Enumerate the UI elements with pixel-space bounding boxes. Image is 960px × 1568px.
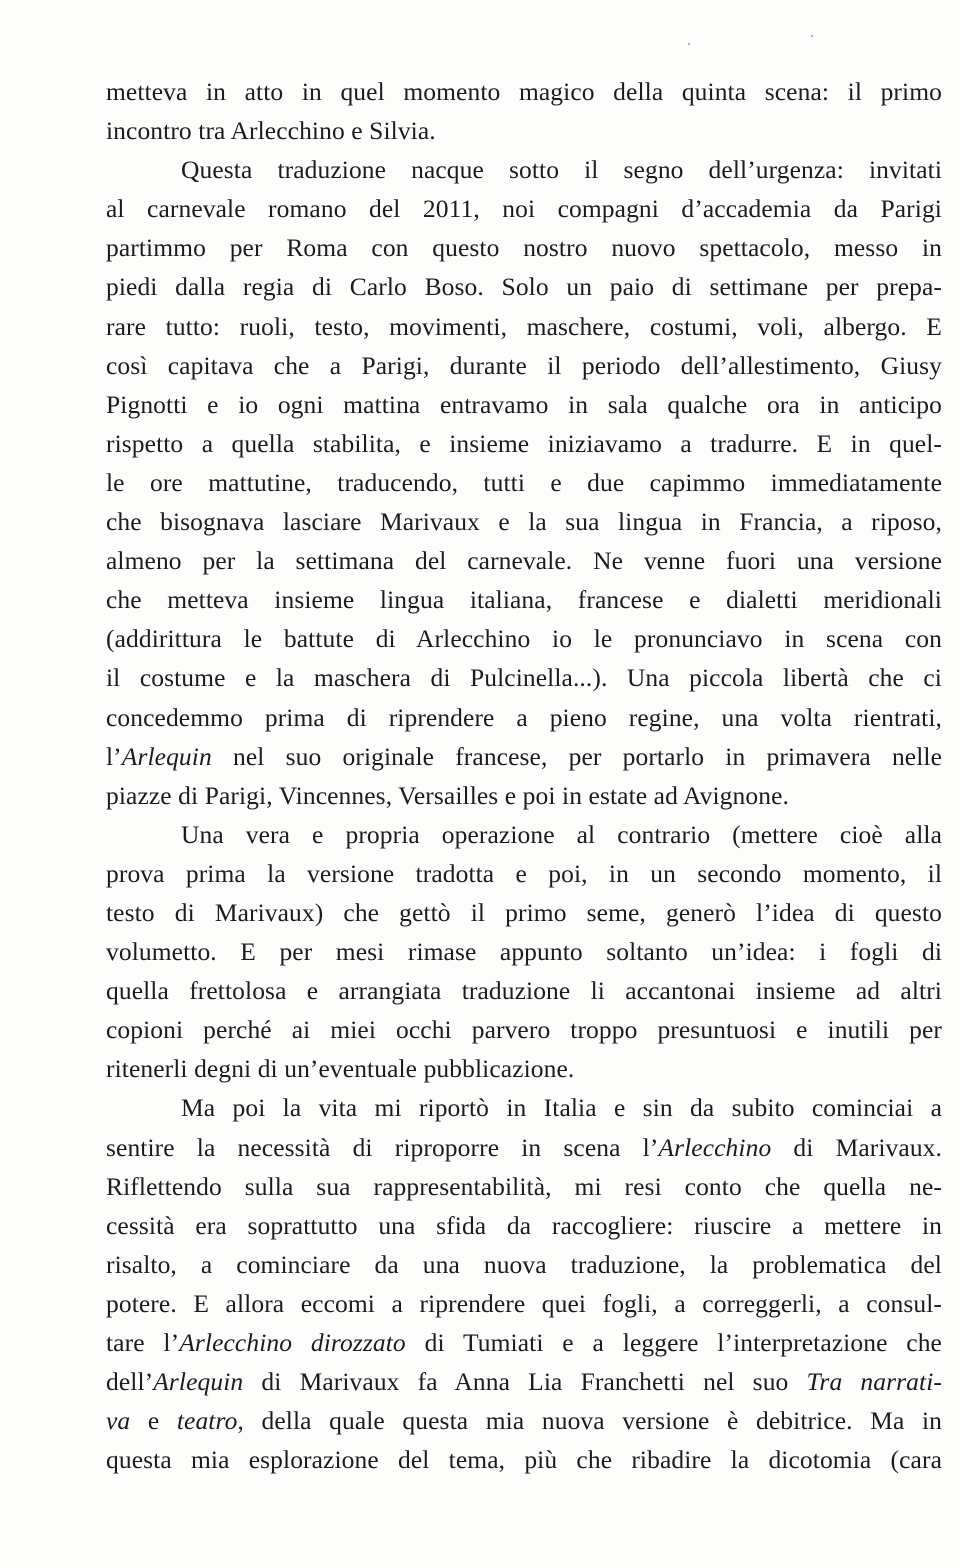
text-line: ritenerli degni di un’eventuale pubblicazione. xyxy=(106,1054,575,1084)
paragraph xyxy=(106,815,942,1089)
text-line: testo di Marivaux) che gettò il primo seme, generò l’idea di questo xyxy=(106,897,942,927)
text-line: al carnevale romano del 2011, noi compagni d’accademia da Parigi xyxy=(106,194,942,224)
scan-speck xyxy=(688,43,690,45)
text-line: almeno per la settimana del carnevale. Ne venne fuori una versione xyxy=(106,546,942,576)
text-line: concedemmo prima di riprendere a pieno regine, una volta rientrati, xyxy=(106,702,942,732)
text-line: (addirittura le battute di Arlecchino io le pronunciavo in scena con xyxy=(106,624,942,654)
text-line: incontro tra Arlecchino e Silvia. xyxy=(106,116,436,146)
text-line: cessità era soprattutto una sfida da raccogliere: riuscire a mettere in xyxy=(106,1210,942,1240)
paragraph xyxy=(106,1088,942,1479)
text-line: tare l’Arlecchino dirozzato di Tumiati e a leggere l’interpretazione che xyxy=(106,1328,942,1357)
text-line: Questa traduzione nacque sotto il segno dell’urgenza: invitati xyxy=(181,155,942,185)
text-line: piedi dalla regia di Carlo Boso. Solo un paio di settimane per prepa- xyxy=(106,272,942,302)
text-line: potere. E allora eccomi a riprendere quei fogli, a correggerli, a consul- xyxy=(106,1288,942,1318)
text-line: piazze di Parigi, Vincennes, Versailles e poi in estate ad Avignone. xyxy=(106,780,789,810)
text-line: Una vera e propria operazione al contrario (mettere cioè alla xyxy=(181,819,942,849)
text-line: sentire la necessità di riproporre in scena l’Arlecchino di Marivaux. xyxy=(106,1132,942,1162)
text-line: copioni perché ai miei occhi parvero troppo presuntuosi e inutili per xyxy=(106,1015,942,1045)
text-line: così capitava che a Parigi, durante il periodo dell’allestimento, Giusy xyxy=(106,350,942,380)
text-line: risalto, a cominciare da una nuova traduzione, la problematica del xyxy=(106,1249,942,1279)
text-line: Riflettendo sulla sua rappresentabilità, mi resi conto che quella ne- xyxy=(106,1171,942,1201)
text-line: partimmo per Roma con questo nostro nuovo spettacolo, messo in xyxy=(106,233,942,263)
text-line: l’Arlequin nel suo originale francese, per portarlo in primavera nelle xyxy=(106,741,942,771)
text-line: metteva in atto in quel momento magico della quinta scena: il primo xyxy=(106,77,942,106)
text-line: quella frettolosa e arrangiata traduzione li accantonai insieme ad altri xyxy=(106,976,942,1006)
text-line: va e teatro, della quale questa mia nuova versione è debitrice. Ma in xyxy=(106,1406,942,1436)
text-line: il costume e la maschera di Pulcinella...). Una piccola libertà che ci xyxy=(106,663,942,693)
text-line: le ore mattutine, traducendo, tutti e due capimmo immediatamente xyxy=(106,467,942,497)
text-line: questa mia esplorazione del tema, più che ribadire la dicotomia (cara xyxy=(106,1445,942,1475)
text-line: Pignotti e io ogni mattina entravamo in sala qualche ora in anticipo xyxy=(106,389,942,419)
paragraph xyxy=(106,150,942,815)
text-line: che bisognava lasciare Marivaux e la sua lingua in Francia, a riposo, xyxy=(106,507,942,537)
text-line: che metteva insieme lingua italiana, francese e dialetti meridionali xyxy=(106,585,942,615)
text-line: rare tutto: ruoli, testo, movimenti, maschere, costumi, voli, albergo. E xyxy=(106,311,942,341)
text-line: rispetto a quella stabilita, e insieme iniziavamo a tradurre. E in quel- xyxy=(106,428,942,458)
scan-speck xyxy=(811,35,813,37)
paragraph xyxy=(106,72,942,150)
book-page-body xyxy=(106,72,942,1479)
text-line: dell’Arlequin di Marivaux fa Anna Lia Franchetti nel suo Tra narrati- xyxy=(106,1367,942,1397)
text-line: Ma poi la vita mi riportò in Italia e sin da subito cominciai a xyxy=(181,1093,942,1123)
text-line: volumetto. E per mesi rimase appunto soltanto un’idea: i fogli di xyxy=(106,937,942,967)
text-line: prova prima la versione tradotta e poi, in un secondo momento, il xyxy=(106,858,942,888)
